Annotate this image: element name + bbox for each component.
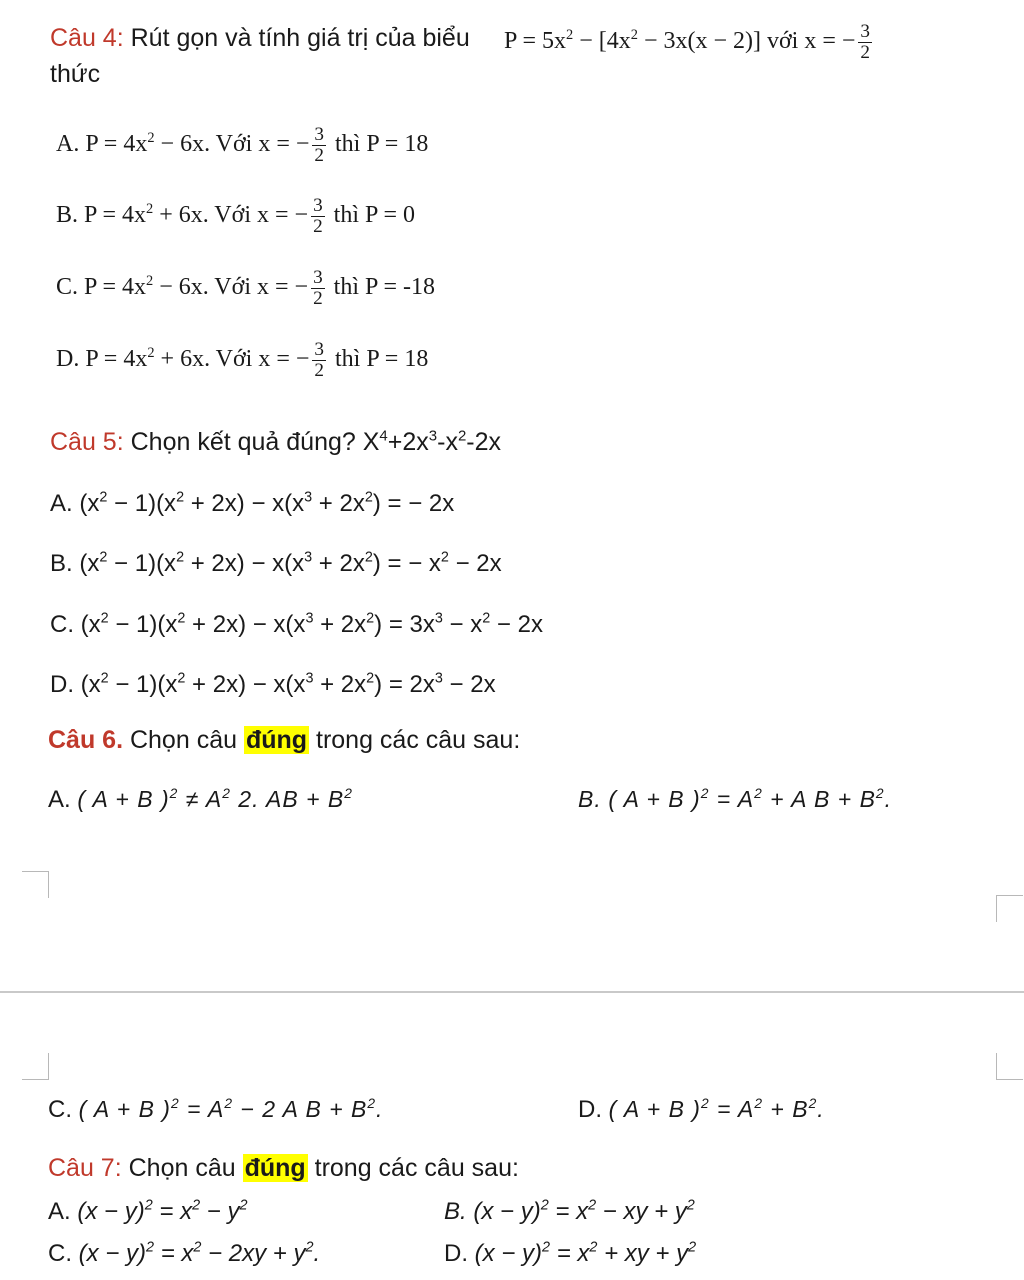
q7-option-c: C. $(x - y)^2 = x^2 - 2xy + y^2$. [48,1239,321,1267]
q5-option-d: D. $(x^2 - 1)(x^2 + 2x) - x(x^3 + 2x^2) = 2x^3 - 2x$ [50,670,496,698]
q7-title: Câu 7: [48,1154,122,1182]
q5-heading: Câu 5: Chọn kết quả đúng? $X^4+2x^3-x^2-2x$ [50,427,502,456]
fraction: $\frac{3}{2}$ [314,124,324,167]
q7-option-d: D. $(x - y)^2 = x^2$ + xy + $y^2$ [444,1239,697,1267]
fraction: $\frac{3}{2}$ [313,267,323,310]
page-divider [0,991,1024,993]
q4-text: Rút gọn và tính giá trị của biểu [123,24,470,52]
q6-heading: Câu 6. Chọn câu đúng trong các câu sau: [48,726,521,754]
crop-mark [22,871,49,898]
highlight: đúng [244,1154,306,1182]
q6-option-c: C. ( A + B )$^2 = A^2 - 2$ A $B + B^2$. [48,1096,384,1123]
q5-option-a: A. $(x^2 - 1)(x^2 + 2x) - x(x^3 + 2x^2)$ = − 2x [50,489,455,517]
q4-option-b: B. $P = 4x^2 + 6x$. Với x = − $\frac{3}{2}$ thì P = 0 [56,195,415,238]
crop-mark [996,1053,1023,1080]
crop-mark [996,895,1023,922]
q6-option-a: A. ( A + B )$^2 \ne A^2$ 2. AB + $B^2$ [48,786,353,813]
q7-option-b: B. $(x - y)^2 = x^2$ − xy + $y^2$ [444,1197,695,1225]
q4-text-cont: thức [50,60,101,88]
highlight: đúng [245,726,308,754]
q5-title: Câu 5: [50,428,124,456]
q6-option-d: D. ( A + B )$^2 = A^2 + B^2$. [578,1096,825,1123]
q4-option-a: A. $P = 4x^2 - 6x$. Với x = − $\frac{3}{2}$ thì P = 18 [56,124,429,167]
fraction: $\frac{3}{2}$ [313,195,323,238]
q5-option-c: C. $(x^2 - 1)(x^2 + 2x) - x(x^3 + 2x^2) = 3x^3 - x^2 - 2x$ [50,610,543,638]
q4-option-c: C. $P = 4x^2 - 6x$. Với x = − $\frac{3}{2}$ thì P = -18 [56,267,435,310]
q5-option-b: B. $(x^2 - 1)(x^2 + 2x) - x(x^3 + 2x^2)$ = − $x^2 - 2x$ [50,549,502,577]
q4-option-d: D. $P = 4x^2 + 6x$. Với x = − $\frac{3}{2}$ thì P = 18 [56,339,429,382]
fraction: $\frac{3}{2}$ [314,339,324,382]
q7-option-a: A. $(x - y)^2 = x^2 - y^2$ [48,1197,248,1225]
q4-heading [50,24,470,53]
q4-expression: $P = 5x^2 - [4x^2 - 3x(x - 2)]$ với x = − $\frac{3}{2}$ [504,21,871,64]
q6-option-b: B. ( A + B )$^2 = A^2 + A$ $B + B^2$. [578,786,892,812]
q7-heading: Câu 7: Chọn câu đúng trong các câu sau: [48,1154,519,1182]
q6-title: Câu 6. [48,726,124,754]
fraction: $\frac{3}{2}$ [860,21,871,64]
crop-mark [22,1053,49,1080]
q4-title: Câu 4: [50,24,124,52]
